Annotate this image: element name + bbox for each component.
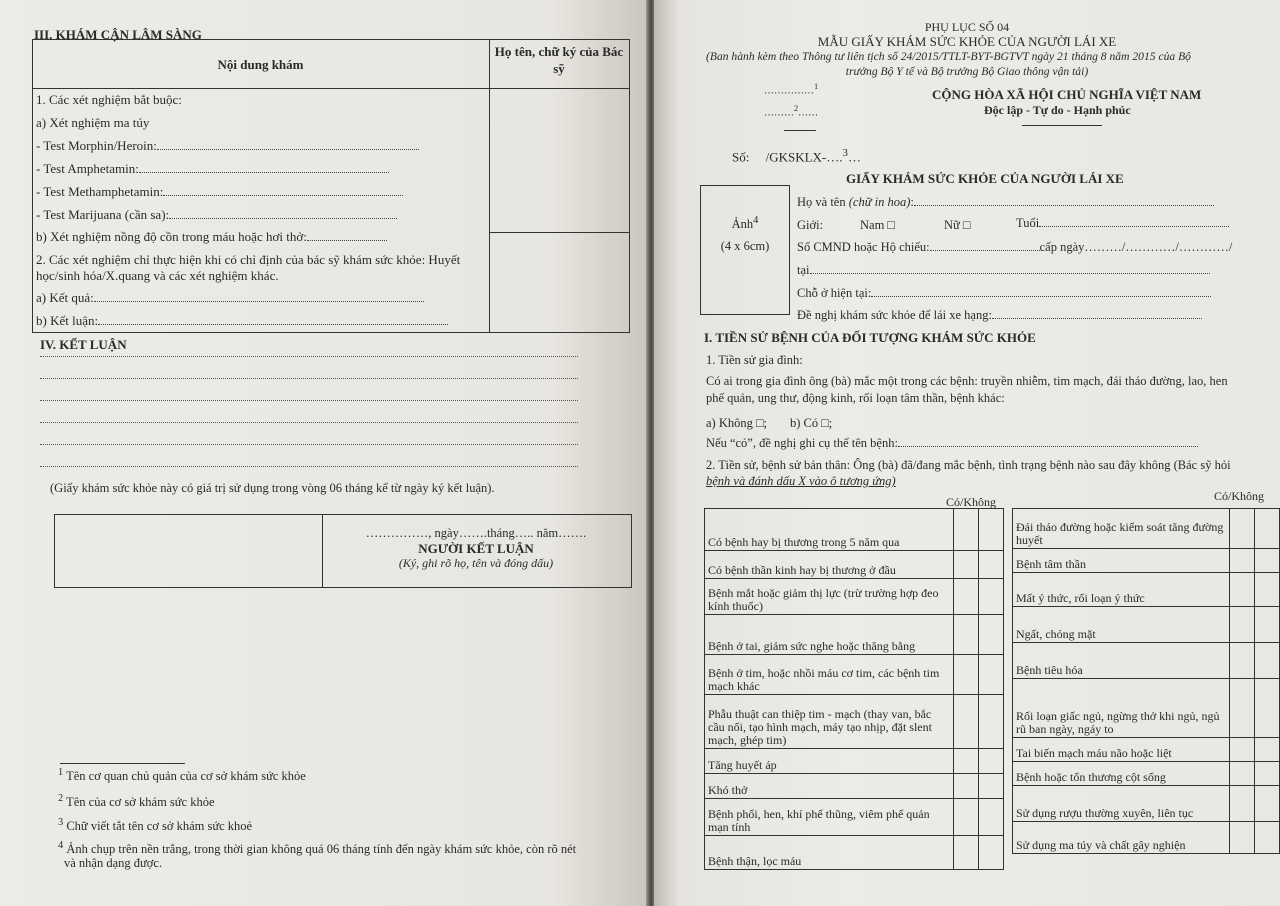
yes-checkbox[interactable] (1230, 679, 1255, 737)
footnote-mark-2: 2 (58, 793, 64, 804)
conclusion-line-4[interactable] (40, 422, 578, 423)
cert-number: Số: /GKSKLX-….$^3$… (732, 147, 861, 165)
test-morphin-label: - Test Morphin/Heroin: (36, 138, 157, 153)
disease-label: Sử dụng rượu thường xuyên, liên tục (1013, 785, 1230, 821)
disease-row (705, 694, 1004, 749)
disease-label: Rối loạn giấc ngủ, ngừng thở khi ngủ, ngủ rũ ban ngày, ngáy to (1013, 679, 1230, 737)
disease-row (1013, 509, 1280, 549)
test-marijuana-field[interactable] (169, 208, 397, 219)
conclusion-line-1[interactable] (40, 356, 578, 357)
right-page (654, 0, 1280, 906)
option-yes[interactable]: b) Có □; (790, 416, 833, 430)
footnote-mark-3: 3 (58, 817, 64, 828)
disease-row (705, 774, 1004, 798)
disease-row (705, 798, 1004, 836)
section-4-title: IV. KẾT LUẬN (40, 337, 127, 352)
org-underline (784, 130, 816, 131)
at-label: tại (797, 263, 810, 277)
section-1-title: I. TIỀN SỬ BỆNH CỦA ĐỐI TƯỢNG KHÁM SỨC KHỎE (704, 330, 1036, 345)
if-yes-label: Nếu “có”, đề nghị ghi cụ thể tên bệnh: (706, 436, 898, 450)
name-label: Họ và tên (797, 195, 846, 209)
no-checkbox[interactable] (1255, 607, 1280, 643)
disease-label: Bệnh mắt hoặc giảm thị lực (trừ trường hợp đeo kính thuốc) (705, 579, 954, 615)
footnote-rule (60, 763, 185, 764)
org-line-1: ……………$^1$ (764, 82, 819, 97)
test-morphin-field[interactable] (157, 139, 419, 150)
name-row: Họ và tên (chữ in hoa): (797, 195, 1214, 210)
footnote-4 (58, 840, 576, 857)
validity-note: (Giấy khám sức khỏe này có giá trị sử dụng trong vòng 06 tháng kể từ ngày ký kết luận). (50, 481, 495, 495)
appendix-label: PHỤ LỤC SỐ 04 (924, 20, 1010, 34)
yes-checkbox[interactable] (954, 579, 979, 615)
yes-checkbox[interactable] (1230, 737, 1255, 761)
cert-number-mark: 3 (842, 147, 848, 159)
photo-mark: 4 (753, 215, 759, 226)
footnote-mark-4: 4 (58, 840, 64, 851)
conclusion-line-2[interactable] (40, 378, 578, 379)
nation-motto: Độc lập - Tự do - Hạnh phúc (984, 103, 1131, 117)
gender-female[interactable]: Nữ □ (944, 218, 971, 232)
result-field[interactable] (94, 291, 424, 302)
conclusion-field[interactable] (98, 314, 448, 325)
disease-label: Bệnh phổi, hen, khí phế thũng, viêm phế quản mạn tính (705, 798, 954, 836)
disease-row (705, 836, 1004, 870)
disease-row (1013, 785, 1280, 821)
disease-label: Đái tháo đường hoặc kiểm soát tăng đường huyết (1013, 509, 1230, 549)
no-checkbox[interactable] (1255, 761, 1280, 785)
yes-checkbox[interactable] (954, 774, 979, 798)
cert-number-label: Số: (732, 149, 750, 165)
sign-note: (Ký, ghi rõ họ, tên và đóng dấu) (398, 556, 554, 570)
footnote-3 (58, 817, 252, 834)
yes-checkbox[interactable] (954, 836, 979, 870)
no-checkbox[interactable] (979, 614, 1004, 654)
header-content: Nội dung khám (217, 57, 304, 72)
org-mark-1: 1 (814, 82, 819, 91)
test-methamphetamin (36, 184, 403, 200)
gender-label: Giới: (797, 218, 824, 232)
no-checkbox[interactable] (979, 654, 1004, 694)
address-label: Chỗ ở hiện tại: (797, 286, 872, 300)
no-checkbox[interactable] (979, 774, 1004, 798)
name-field[interactable] (914, 195, 1214, 206)
no-checkbox[interactable] (1255, 549, 1280, 573)
yes-checkbox[interactable] (954, 694, 979, 749)
disease-row (1013, 821, 1280, 853)
no-checkbox[interactable] (979, 798, 1004, 836)
tests-required: 1. Các xét nghiệm bắt buộc: (36, 92, 182, 107)
personal-question-1: 2. Tiền sử, bệnh sử bản thân: Ông (bà) đã/đang mắc bệnh, tình trạng bệnh nào sau đây không (Bác sỹ hỏi (706, 458, 1231, 472)
yes-checkbox[interactable] (954, 509, 979, 551)
age-row (1016, 216, 1229, 231)
option-no[interactable]: a) Không □; (706, 416, 768, 430)
name-note: (chữ in hoa) (848, 195, 911, 209)
address-field[interactable] (871, 286, 1211, 297)
disease-row (1013, 643, 1280, 679)
no-checkbox[interactable] (1255, 643, 1280, 679)
form-title: MẪU GIẤY KHÁM SỨC KHỎE CỦA NGƯỜI LÁI XE (817, 34, 1117, 49)
yes-checkbox[interactable] (954, 550, 979, 578)
disease-label: Bệnh hoặc tổn thương cột sống (1013, 761, 1230, 785)
footnote-2 (58, 793, 215, 810)
age-label: Tuổi (1016, 216, 1040, 230)
result-label: a) Kết quả: (36, 290, 94, 305)
if-yes-row (706, 436, 1198, 451)
at-row (797, 263, 1210, 278)
test-morphin (36, 138, 419, 154)
table-header-divider (32, 88, 629, 89)
disease-label: Bệnh ở tai, giảm sức nghe hoặc thăng bằng (705, 614, 954, 654)
yes-no-header-left: Có/Không (946, 495, 997, 509)
id-row: Số CMND hoặc Hộ chiếu: cấp ngày………/…………/…………/ (797, 240, 1233, 254)
address-row (797, 286, 1211, 301)
disease-label: Ngất, chóng mặt (1013, 607, 1230, 643)
photo-size: (4 x 6cm) (720, 239, 770, 253)
nation-name: CỘNG HÒA XÃ HỘI CHỦ NGHĨA VIỆT NAM (932, 87, 1202, 102)
disease-row (705, 579, 1004, 615)
history-table-right (1012, 508, 1280, 854)
issued-line-1: (Ban hành kèm theo Thông tư liên tịch số 24/2015/TTLT-BYT-BGTVT ngày 21 tháng 8 năm 2015 của Bộ (706, 50, 1191, 63)
header-doctor: Họ tên, chữ ký của Bác sỹ (494, 44, 624, 76)
test-marijuana-label: - Test Marijuana (cần sa): (36, 207, 170, 222)
disease-row (705, 654, 1004, 694)
yes-checkbox[interactable] (1230, 761, 1255, 785)
disease-label: Tai biến mạch máu não hoặc liệt (1013, 737, 1230, 761)
conclusion-line-3[interactable] (40, 400, 578, 401)
disease-row (705, 509, 1004, 551)
photo-label-text: Ảnh (731, 217, 754, 232)
alcohol-test-label: b) Xét nghiệm nồng độ cồn trong máu hoặc hơi thở: (36, 229, 307, 244)
disease-row (1013, 761, 1280, 785)
no-checkbox[interactable] (979, 694, 1004, 749)
disease-label: Bệnh ở tim, hoặc nhồi máu cơ tim, các bệnh tim mạch khác (705, 654, 954, 694)
id-field[interactable] (930, 240, 1040, 251)
no-checkbox[interactable] (1255, 785, 1280, 821)
result-row (36, 290, 424, 306)
test-marijuana (36, 207, 397, 223)
test-methamphetamin-field[interactable] (163, 185, 403, 196)
other-tests-line1: 2. Các xét nghiệm chỉ thực hiện khi có chỉ định của bác sỹ khám sức khỏe: Huyết (36, 252, 461, 267)
drug-test: a) Xét nghiệm ma túy (36, 115, 150, 130)
yes-checkbox[interactable] (1230, 607, 1255, 643)
yes-checkbox[interactable] (954, 749, 979, 774)
disease-row (1013, 679, 1280, 737)
alcohol-test-field[interactable] (307, 230, 387, 241)
footnote-mark-1: 1 (58, 767, 64, 778)
license-field[interactable] (992, 308, 1202, 319)
disease-label: Có bệnh hay bị thương trong 5 năm qua (705, 509, 954, 551)
disease-label: Phẫu thuật can thiệp tim - mạch (thay van, bắc cầu nối, tạo hình mạch, máy tạo nhịp, đặt slent mạch, ghép tim) (705, 694, 954, 749)
no-checkbox[interactable] (1255, 737, 1280, 761)
footnote-4-cont: và nhận dạng được. (64, 856, 163, 870)
disease-label: Mất ý thức, rối loạn ý thức (1013, 573, 1230, 607)
at-field[interactable] (810, 263, 1210, 274)
other-tests-line2: học/sinh hóa/X.quang và các xét nghiệm khác. (36, 268, 279, 283)
test-amphetamin (36, 161, 389, 177)
license-label: Đề nghị khám sức khỏe để lái xe hạng: (797, 308, 992, 322)
family-history: 1. Tiền sử gia đình: (706, 353, 803, 367)
footnote-1-text: Tên cơ quan chủ quản của cơ sở khám sức khỏe (66, 769, 306, 784)
alcohol-test (36, 229, 387, 245)
yes-checkbox[interactable] (954, 614, 979, 654)
yes-checkbox[interactable] (1230, 785, 1255, 821)
doctor-cell-divider (489, 232, 629, 233)
license-row (797, 308, 1202, 323)
age-field[interactable] (1039, 216, 1229, 227)
org-line-2: ………$^2$…… (764, 104, 819, 119)
disease-row (1013, 549, 1280, 573)
disease-row (705, 550, 1004, 578)
footnote-2-text: Tên của cơ sở khám sức khỏe (66, 795, 215, 810)
footnote-3-text: Chữ viết tắt tên cơ sở khám sức khoẻ (66, 819, 253, 834)
id-label: Số CMND hoặc Hộ chiếu: (797, 240, 930, 254)
yes-checkbox[interactable] (954, 798, 979, 836)
disease-label: Bệnh tiêu hóa (1013, 643, 1230, 679)
table-column-divider (489, 39, 490, 332)
conclusion-label: b) Kết luận: (36, 313, 99, 328)
no-checkbox[interactable] (979, 550, 1004, 578)
section-3-title: III. KHÁM CẬN LÂM SÀNG (34, 27, 202, 42)
test-amphetamin-label: - Test Amphetamin: (36, 161, 139, 176)
yes-checkbox[interactable] (1230, 821, 1255, 853)
certificate-title: GIẤY KHÁM SỨC KHỎE CỦA NGƯỜI LÁI XE (846, 171, 1124, 186)
footnote-4-text: Ảnh chụp trên nền trắng, trong thời gian không quá 06 tháng tính đến ngày khám sức khỏe, còn rõ nét (66, 842, 577, 857)
gender-row (797, 218, 823, 233)
history-table-left (704, 508, 1004, 870)
disease-row (1013, 573, 1280, 607)
yes-checkbox[interactable] (1230, 549, 1255, 573)
disease-label: Bệnh thận, lọc máu (705, 836, 954, 870)
conclusion-row (36, 313, 448, 329)
if-yes-field[interactable] (898, 436, 1198, 447)
no-checkbox[interactable] (1255, 679, 1280, 737)
personal-question-2: bệnh và đánh dấu X vào ô tương ứng) (706, 474, 896, 488)
disease-row (1013, 737, 1280, 761)
disease-label: Tăng huyết áp (705, 749, 954, 774)
yes-checkbox[interactable] (1230, 643, 1255, 679)
disease-label: Sử dụng ma túy và chất gây nghiện (1013, 821, 1230, 853)
no-checkbox[interactable] (1255, 821, 1280, 853)
no-checkbox[interactable] (979, 509, 1004, 551)
test-amphetamin-field[interactable] (139, 162, 389, 173)
yes-checkbox[interactable] (954, 654, 979, 694)
family-question-2: phế quản, ung thư, động kinh, rối loạn tâm thần, bệnh khác: (706, 391, 1005, 405)
issued-line-2: trưởng Bộ Y tế và Bộ trưởng Bộ Giao thông vận tải) (845, 65, 1089, 78)
family-question-1: Có ai trong gia đình ông (bà) mắc một trong các bệnh: truyền nhiễm, tim mạch, đái tháo đường, lao, hen (706, 374, 1228, 388)
test-methamphetamin-label: - Test Methamphetamin: (36, 184, 164, 199)
no-checkbox[interactable] (979, 749, 1004, 774)
no-checkbox[interactable] (1255, 509, 1280, 549)
disease-label: Có bệnh thần kinh hay bị thương ở đầu (705, 550, 954, 578)
motto-underline (1022, 125, 1102, 126)
yes-checkbox[interactable] (1230, 509, 1255, 549)
disease-label: Khó thở (705, 774, 954, 798)
disease-row (705, 614, 1004, 654)
footnote-1 (58, 767, 306, 784)
disease-label: Bệnh tâm thần (1013, 549, 1230, 573)
disease-row (705, 749, 1004, 774)
issued-date-label: cấp ngày (1039, 240, 1085, 254)
sign-title: NGƯỜI KẾT LUẬN (418, 541, 534, 556)
no-checkbox[interactable] (979, 836, 1004, 870)
cert-number-value[interactable]: /GKSKLX-…. (765, 149, 843, 165)
org-mark-2: 2 (794, 104, 799, 113)
gender-male[interactable]: Nam □ (860, 218, 895, 232)
conclusion-line-5[interactable] (40, 444, 578, 445)
yes-checkbox[interactable] (1230, 573, 1255, 607)
no-checkbox[interactable] (1255, 573, 1280, 607)
yes-no-header-right: Có/Không (1214, 489, 1265, 503)
conclusion-line-6[interactable] (40, 466, 578, 467)
disease-row (1013, 607, 1280, 643)
photo-label (700, 215, 790, 232)
sign-date[interactable]: ……………, ngày…….tháng….. năm……. (365, 526, 587, 540)
no-checkbox[interactable] (979, 579, 1004, 615)
